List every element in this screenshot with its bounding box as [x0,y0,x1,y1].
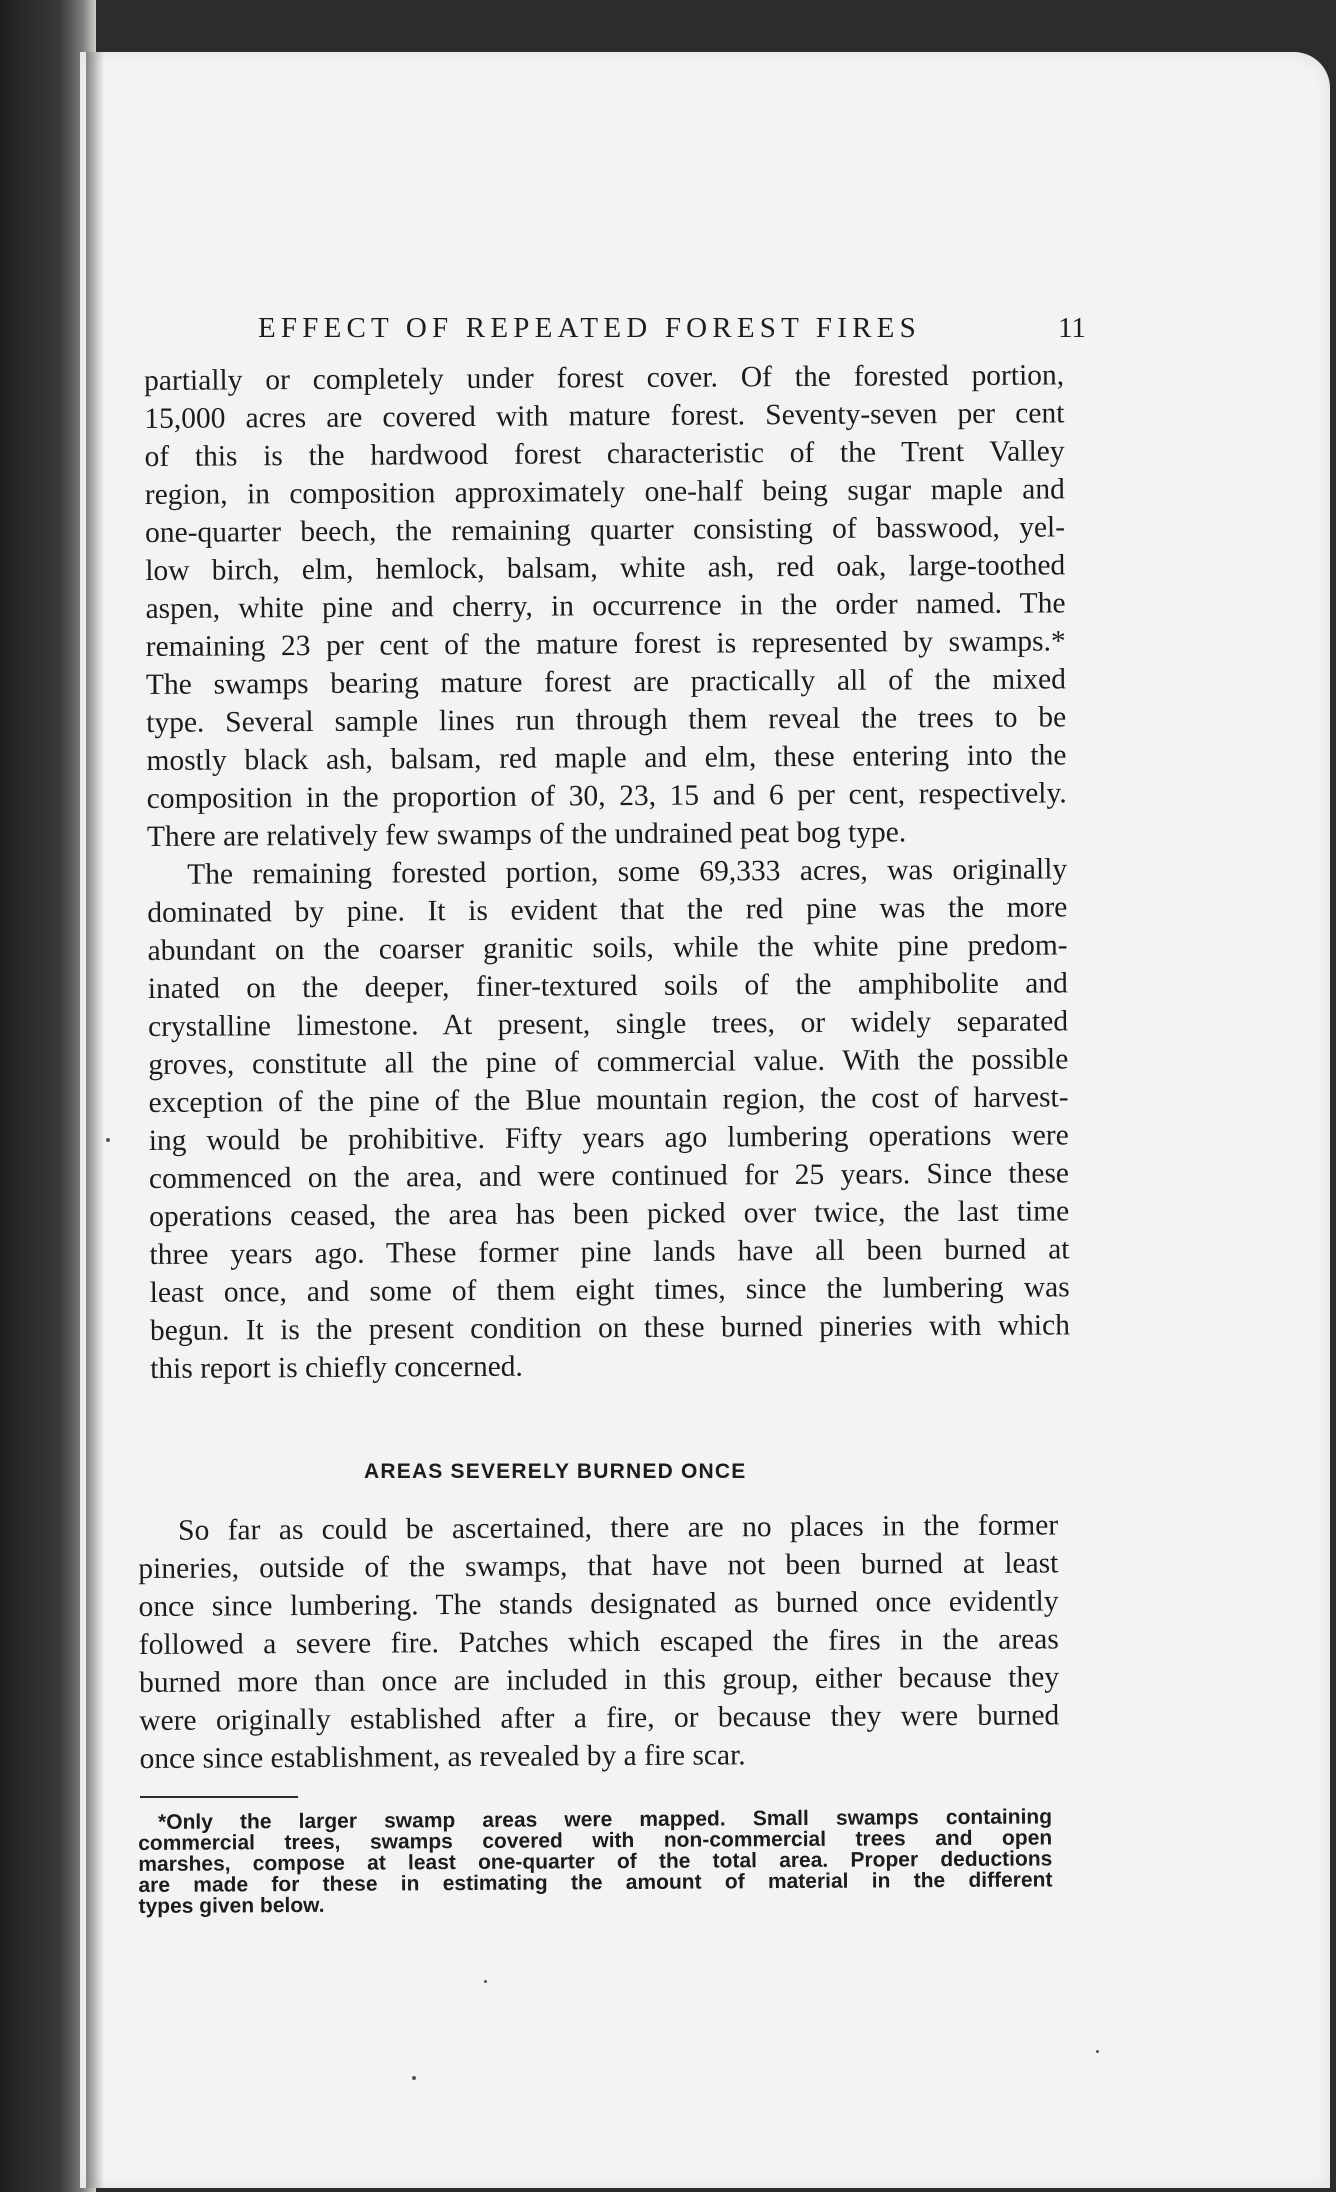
section-text [138,1506,1070,1792]
text-line: The swamps bearing mature forest are practically all of the mixed [145,663,1067,701]
footnote-line: *Only the larger swamp areas were mapped. Small swamps containing [157,1805,1053,1834]
text-line: inated on the deeper, finer-textured soils of the amphibolite and [147,967,1068,1005]
text-line: one-quarter beech, the remaining quarter consisting of basswood, yel- [144,511,1066,549]
text-line: mostly black ash, balsam, red maple and elm, these entering into the [146,739,1067,777]
text-line: remaining 23 per cent of the mature forest is represented by swamps.* [145,625,1066,663]
text-line: operations ceased, the area has been picked over twice, the last time [149,1195,1070,1233]
text-line: ing would be prohibitive. Fifty years ago lumbering operations were [148,1119,1069,1157]
text-line: aspen, white pine and cherry, in occurrence in the order named. The [145,587,1066,625]
text-line: exception of the pine of the Blue mountain region, the cost of harvest- [148,1081,1069,1119]
text-line: this report is chiefly concerned. [150,1350,523,1385]
footnote-line: are made for these in estimating the amount of material in the different [138,1868,1053,1897]
text-line: once since establishment, as revealed by a fire scar. [139,1739,746,1775]
footnote-rule [140,1796,298,1798]
text-line: commenced on the area, and were continued for 25 years. Since these [148,1157,1070,1195]
text-line: crystalline limestone. At present, single trees, or widely separated [147,1005,1069,1043]
dust-speck [106,1138,110,1142]
footnote-line: marshes, compose at least one-quarter of the total area. Proper deductions [138,1847,1053,1876]
dust-speck [1096,2050,1099,2053]
running-head: EFFECT OF REPEATED FOREST FIRES [258,312,921,344]
text-line: partially or completely under forest cover. Of the forested portion, [144,359,1065,397]
text-line: three years ago. These former pine lands have all been burned at [149,1233,1070,1271]
text-line: least once, and some of them eight times, since the lumbering was [149,1271,1070,1309]
text-line: of this is the hardwood forest characteristic of the Trent Valley [144,435,1065,473]
page-number: 11 [1058,312,1086,344]
dust-speck [484,1980,487,1983]
text-line: The remaining forested portion, some 69,333 acres, was originally [187,853,1068,891]
text-line: There are relatively few swamps of the undrained peat bog type. [146,816,907,853]
text-line: followed a severe fire. Patches which escaped the fires in the areas [138,1623,1059,1661]
binding-shadow [86,52,104,2188]
text-line: burned more than once are included in this group, either because they [138,1661,1060,1699]
text-line: begun. It is the present condition on these burned pineries with which [149,1309,1070,1347]
text-line: region, in composition approximately one-half being sugar maple and [144,473,1065,511]
text-line: type. Several sample lines run through them reveal the trees to be [146,701,1067,739]
section-heading: AREAS SEVERELY BURNED ONCE [364,1460,747,1483]
dust-speck [412,2076,416,2080]
text-line: were originally established after a fire, or because they were burned [139,1699,1060,1737]
text-line: composition in the proportion of 30, 23, 15 and 6 per cent, respectively. [146,777,1067,815]
text-line: once since lumbering. The stands designated as burned once evidently [138,1585,1059,1623]
text-line: 15,000 acres are covered with mature forest. Seventy-seven per cent [144,397,1065,435]
text-line: groves, constitute all the pine of commercial value. With the possible [148,1043,1069,1081]
footnote-line: commercial trees, swamps covered with non-commercial trees and open [138,1826,1053,1855]
text-line: pineries, outside of the swamps, that have not been burned at least [138,1547,1059,1585]
footnote-line: types given below. [138,1893,325,1918]
text-line: low birch, elm, hemlock, balsam, white ash, red oak, large-toothed [145,549,1066,587]
text-line: So far as could be ascertained, there are no places in the former [178,1509,1059,1547]
text-line: dominated by pine. It is evident that the red pine was the more [147,891,1068,929]
text-line: abundant on the coarser granitic soils, while the white pine predom- [147,929,1068,967]
